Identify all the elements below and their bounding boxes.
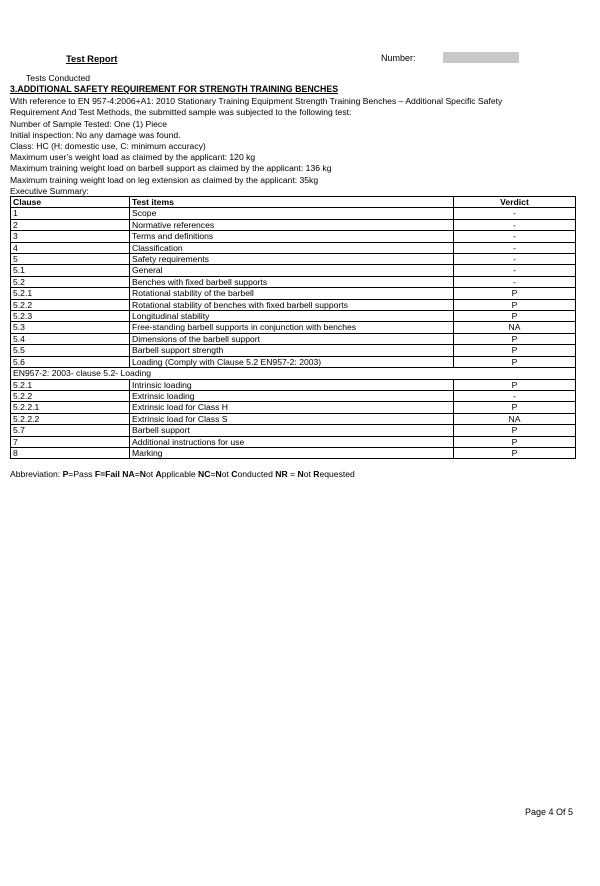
table-row: [11, 447, 576, 458]
table-row: [11, 242, 576, 253]
report-number-label: Number:: [381, 53, 416, 63]
table-row: [11, 402, 576, 413]
cell-verdict: -: [454, 219, 576, 230]
cell-verdict: P: [454, 311, 576, 322]
cell-test-item: Rotational stability of the barbell: [130, 288, 454, 299]
table-row: [11, 322, 576, 333]
cell-test-item: Rotational stability of benches with fixed barbell supports: [130, 299, 454, 310]
table-row: [11, 299, 576, 310]
cell-clause: 5.3: [11, 322, 130, 333]
cell-clause: 2: [11, 219, 130, 230]
cell-clause: 4: [11, 242, 130, 253]
cell-test-item: Free-standing barbell supports in conjunction with benches: [130, 322, 454, 333]
cell-test-item: Longitudinal stability: [130, 311, 454, 322]
cell-verdict: -: [454, 265, 576, 276]
abbrev-nr-ot: ot: [303, 469, 314, 479]
abbrev-nc-c: C: [231, 469, 238, 479]
cell-test-item: Scope: [130, 208, 454, 219]
page-number: Page 4 Of 5: [525, 807, 574, 817]
abbrev-p: P: [62, 469, 69, 479]
cell-verdict: -: [454, 231, 576, 242]
table-row: [11, 413, 576, 424]
abbrev-p-text: =Pass: [68, 469, 95, 479]
cell-test-item: Normative references: [130, 219, 454, 230]
cell-test-item: Additional instructions for use: [130, 436, 454, 447]
table-row: [11, 345, 576, 356]
cell-verdict: P: [454, 345, 576, 356]
abbrev-na-a: A: [155, 469, 162, 479]
cell-verdict: P: [454, 356, 576, 367]
cell-clause: 5.4: [11, 333, 130, 344]
cell-verdict: -: [454, 254, 576, 265]
abbrev-nc-n: N: [215, 469, 222, 479]
cell-clause: 5.2: [11, 276, 130, 287]
intro-line-1: With reference to EN 957-4:2006+A1: 2010 Stationary Training Equipment Strength Training Benches – Additional Specific Safety: [10, 96, 503, 106]
cell-verdict: -: [454, 276, 576, 287]
cell-test-item: Safety requirements: [130, 254, 454, 265]
leg-weight-load: Maximum training weight load on leg extension as claimed by the applicant: 35kg: [10, 175, 319, 185]
table-row: [11, 356, 576, 367]
cell-test-item: Benches with fixed barbell supports: [130, 276, 454, 287]
table-row: [11, 231, 576, 242]
intro-line-2: Requirement And Test Methods, the submitted sample was subjected to the following test:: [10, 107, 352, 117]
cell-verdict: P: [454, 402, 576, 413]
table-subheading-row: [11, 368, 576, 379]
cell-clause: 5.2.2.2: [11, 413, 130, 424]
cell-test-item: Dimensions of the barbell support: [130, 333, 454, 344]
abbrev-na-ot: ot: [145, 469, 156, 479]
table-subheading: EN957-2: 2003- clause 5.2- Loading: [11, 368, 576, 379]
abbrev-na-rest: pplicable: [161, 469, 199, 479]
abbrev-nr-rest: equested: [319, 469, 355, 479]
table-row: [11, 276, 576, 287]
cell-test-item: Barbell support: [130, 425, 454, 436]
abbrev-na-eq: =: [134, 469, 140, 479]
barbell-weight-load: Maximum training weight load on barbell support as claimed by the applicant: 136 kg: [10, 163, 332, 173]
abbrev-na: NA: [122, 469, 135, 479]
cell-clause: 1: [11, 208, 130, 219]
executive-summary-label: Executive Summary:: [10, 186, 89, 196]
cell-test-item: Classification: [130, 242, 454, 253]
abbrev-prefix: Abbreviation:: [10, 469, 63, 479]
cell-verdict: -: [454, 208, 576, 219]
report-title: Test Report: [66, 53, 118, 64]
table-header-row: [11, 197, 576, 208]
cell-verdict: -: [454, 390, 576, 401]
cell-clause: 5.1: [11, 265, 130, 276]
cell-verdict: P: [454, 379, 576, 390]
abbrev-nr-eq: =: [287, 469, 298, 479]
table-row: [11, 436, 576, 447]
cell-test-item: Marking: [130, 447, 454, 458]
cell-verdict: P: [454, 333, 576, 344]
cell-verdict: NA: [454, 322, 576, 333]
abbrev-nr: NR: [275, 469, 288, 479]
header-clause: Clause: [11, 197, 130, 208]
cell-clause: 3: [11, 231, 130, 242]
cell-clause: 5.2.1: [11, 288, 130, 299]
abbrev-nc-rest: onducted: [237, 469, 276, 479]
cell-clause: 5.5: [11, 345, 130, 356]
user-weight-load: Maximum user’s weight load as claimed by the applicant: 120 kg: [10, 152, 256, 162]
table-row: [11, 311, 576, 322]
tests-conducted-label: Tests Conducted: [26, 73, 91, 83]
cell-clause: 5.7: [11, 425, 130, 436]
cell-test-item: Extrinsic loading: [130, 390, 454, 401]
abbreviation-legend: [10, 469, 355, 479]
table-row: [11, 208, 576, 219]
sample-count: Number of Sample Tested: One (1) Piece: [10, 119, 167, 129]
cell-verdict: NA: [454, 413, 576, 424]
cell-clause: 5.6: [11, 356, 130, 367]
header-test-items: Test items: [130, 197, 454, 208]
table-row: [11, 390, 576, 401]
cell-verdict: -: [454, 242, 576, 253]
abbrev-f: F: [94, 469, 101, 479]
cell-verdict: P: [454, 288, 576, 299]
cell-test-item: Loading (Comply with Clause 5.2 EN957-2: 2003): [130, 356, 454, 367]
header-verdict: Verdict: [454, 197, 576, 208]
table-row: [11, 265, 576, 276]
cell-test-item: Terms and definitions: [130, 231, 454, 242]
cell-verdict: P: [454, 299, 576, 310]
cell-verdict: P: [454, 447, 576, 458]
abbrev-nc-ot: ot: [221, 469, 232, 479]
cell-clause: 5.2.1: [11, 379, 130, 390]
cell-test-item: General: [130, 265, 454, 276]
cell-test-item: Intrinsic loading: [130, 379, 454, 390]
table-row: [11, 333, 576, 344]
cell-verdict: P: [454, 425, 576, 436]
cell-clause: 5.2.2.1: [11, 402, 130, 413]
cell-test-item: Extrinsic load for Class H: [130, 402, 454, 413]
abbrev-nc: NC: [198, 469, 211, 479]
cell-test-item: Extrinsic load for Class S: [130, 413, 454, 424]
abbrev-f-text: =Fail: [100, 469, 123, 479]
table-row: [11, 219, 576, 230]
cell-clause: 5.2.2: [11, 390, 130, 401]
cell-clause: 5.2.3: [11, 311, 130, 322]
cell-clause: 5: [11, 254, 130, 265]
cell-verdict: P: [454, 436, 576, 447]
cell-clause: 5.2.2: [11, 299, 130, 310]
abbrev-nc-eq: =: [210, 469, 216, 479]
cell-clause: 8: [11, 447, 130, 458]
abbrev-nr-r: R: [313, 469, 320, 479]
table-row: [11, 425, 576, 436]
table-row: [11, 288, 576, 299]
initial-inspection: Initial inspection: No any damage was found.: [10, 130, 181, 140]
class-info: Class: HC (H: domestic use, C: minimum accuracy): [10, 141, 206, 151]
abbrev-na-n: N: [139, 469, 146, 479]
executive-summary-table: [10, 196, 576, 459]
section-heading: 3.ADDITIONAL SAFETY REQUIREMENT FOR STRENGTH TRAINING BENCHES: [10, 84, 339, 94]
abbrev-nr-n: N: [297, 469, 304, 479]
table-row: [11, 254, 576, 265]
redacted-number-box: [443, 52, 519, 63]
cell-test-item: Barbell support strength: [130, 345, 454, 356]
table-row: [11, 379, 576, 390]
cell-clause: 7: [11, 436, 130, 447]
